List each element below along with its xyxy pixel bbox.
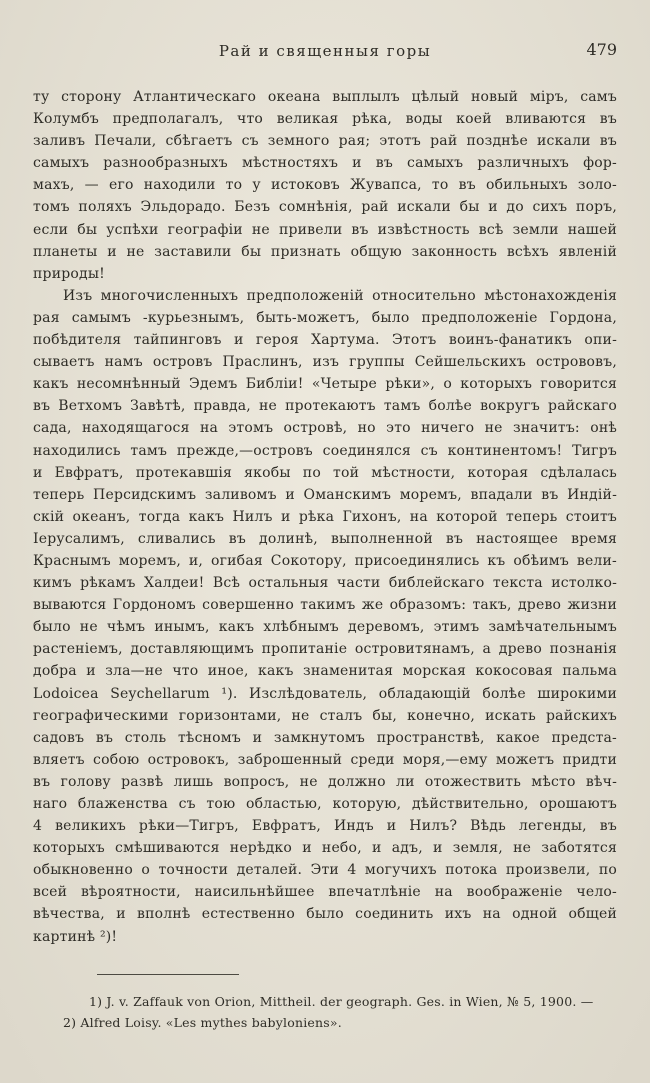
text-line: планеты и не заставили бы признать общую законность всѣхъ явленій (33, 243, 617, 260)
text-line: 4 великихъ рѣки—Тигръ, Евфратъ, Индъ и Нилъ? Вѣдь легенды, въ (33, 818, 617, 835)
text-line: побѣдителя тайпинговъ и героя Хартума. Этотъ воинъ-фанатикъ опи- (33, 332, 617, 349)
text-line: было не чѣмъ инымъ, какъ хлѣбнымъ деревомъ, этимъ замѣчательнымъ (33, 619, 617, 636)
text-line: Lodoicea Seychellarum ¹). Изслѣдователь, обладающій болѣе широкими (33, 685, 617, 702)
text-line: ту сторону Атлантическаго океана выплылъ цѣлый новый міръ, самъ (33, 89, 617, 105)
text-line: рая самымъ -курьезнымъ, быть-можетъ, было предположеніе Гордона, (33, 309, 617, 326)
text-line: географическими горизонтами, не сталъ бы, конечно, искать райскихъ (33, 707, 617, 724)
footnotes (33, 991, 617, 1033)
text-line: скій океанъ, тогда какъ Нилъ и рѣка Гихонъ, на которой теперь стоитъ (33, 508, 617, 525)
text-line: и Евфратъ, протекавшія якобы по той мѣстности, которая сдѣлалась (33, 464, 617, 481)
text-line: растеніемъ, доставляющимъ пропитаніе островитянамъ, а древо познанія (33, 641, 617, 658)
text-line: 2) Alfred Loisy. «Les mythes babyloniens». (63, 1014, 342, 1030)
text-line: добра и зла—не что иное, какъ знаменитая морская кокосовая пальма (33, 663, 617, 680)
paragraph-continuation (33, 86, 617, 285)
text-line: вываются Гордономъ совершенно такимъ же образомъ: такъ, древо жизни (33, 597, 617, 614)
footnote-separator (97, 974, 239, 975)
text-line: махъ, — его находили то у истоковъ Жувапса, то въ обильныхъ золо- (33, 177, 617, 194)
text-line: сада, находящагося на этомъ островѣ, но это ничего не значитъ: онѣ (33, 420, 617, 437)
text-line: Колумбъ предполагалъ, что великая рѣка, воды коей вливаются въ (33, 111, 617, 128)
text-line: самыхъ разнообразныхъ мѣстностяхъ и въ самыхъ различныхъ фор- (33, 155, 617, 172)
text-line: вляетъ собою островокъ, заброшенный среди моря,—ему можетъ придти (33, 751, 617, 768)
text-line: кимъ рѣкамъ Халдеи! Всѣ остальныя части библейскаго текста истолко- (33, 575, 617, 592)
running-header-title: Рай и священныя горы (218, 42, 432, 60)
text-line: Іерусалимъ, сливались въ долинѣ, выполненной въ настоящее время (33, 530, 617, 547)
text-line: садовъ въ столь тѣсномъ и замкнутомъ пространствѣ, какое предста- (33, 729, 617, 746)
paragraph-gordon (33, 285, 617, 948)
text-line: всей вѣроятности, наисильнѣйшее впечатлѣніе на воображеніе чело- (33, 884, 617, 901)
page-number: 479 (586, 40, 617, 59)
text-line: сываетъ намъ островъ Праслинъ, изъ группы Сейшельскихъ острововъ, (33, 354, 617, 371)
text-line: наго блаженства съ тою областью, которую, дѣйствительно, орошаютъ (33, 796, 617, 812)
text-line: какъ несомнѣнный Эдемъ Библіи! «Четыре рѣки», о которыхъ говорится (33, 376, 617, 393)
text-line: въ голову развѣ лишь вопросъ, не должно ли отожествить мѣсто вѣч- (33, 773, 617, 790)
text-line: Изъ многочисленныхъ предположеній относительно мѣстонахожденія (63, 287, 617, 304)
running-header (33, 42, 617, 60)
text-line: томъ поляхъ Эльдорадо. Безъ сомнѣнія, рай искали бы и до сихъ поръ, (33, 199, 617, 216)
text-line: природы! (33, 265, 106, 282)
text-line: въ Ветхомъ Завѣтѣ, правда, не протекаютъ тамъ болѣе вокругъ райскаго (33, 398, 617, 415)
text-line: картинѣ ²)! (33, 928, 118, 945)
text-line: Краснымъ моремъ, и, огибая Сокотору, присоединялись къ обѣимъ вели- (33, 552, 617, 569)
text-line: теперь Персидскимъ заливомъ и Оманскимъ моремъ, впадали въ Индій- (33, 486, 617, 503)
text-line: обыкновенно о точности деталей. Эти 4 могучихъ потока произвели, по (33, 862, 617, 879)
text-line: если бы успѣхи географіи не привели въ извѣстность всѣ земли нашей (33, 221, 617, 238)
body-text (33, 86, 617, 948)
text-line: заливъ Печали, сбѣгаетъ съ земного рая; этотъ рай позднѣе искали въ (33, 133, 617, 150)
text-line: вѣчества, и вполнѣ естественно было соединить ихъ на одной общей (33, 906, 617, 923)
text-line: находились тамъ прежде,—островъ соединялся съ континентомъ! Тигръ (33, 442, 617, 459)
text-line: 1) J. v. Zaffauk von Orion, Mittheil. der geograph. Ges. in Wien, № 5, 1900. — (89, 993, 594, 1009)
text-line: которыхъ смѣшиваются нерѣдко и небо, и адъ, и земля, не заботятся (33, 840, 617, 857)
